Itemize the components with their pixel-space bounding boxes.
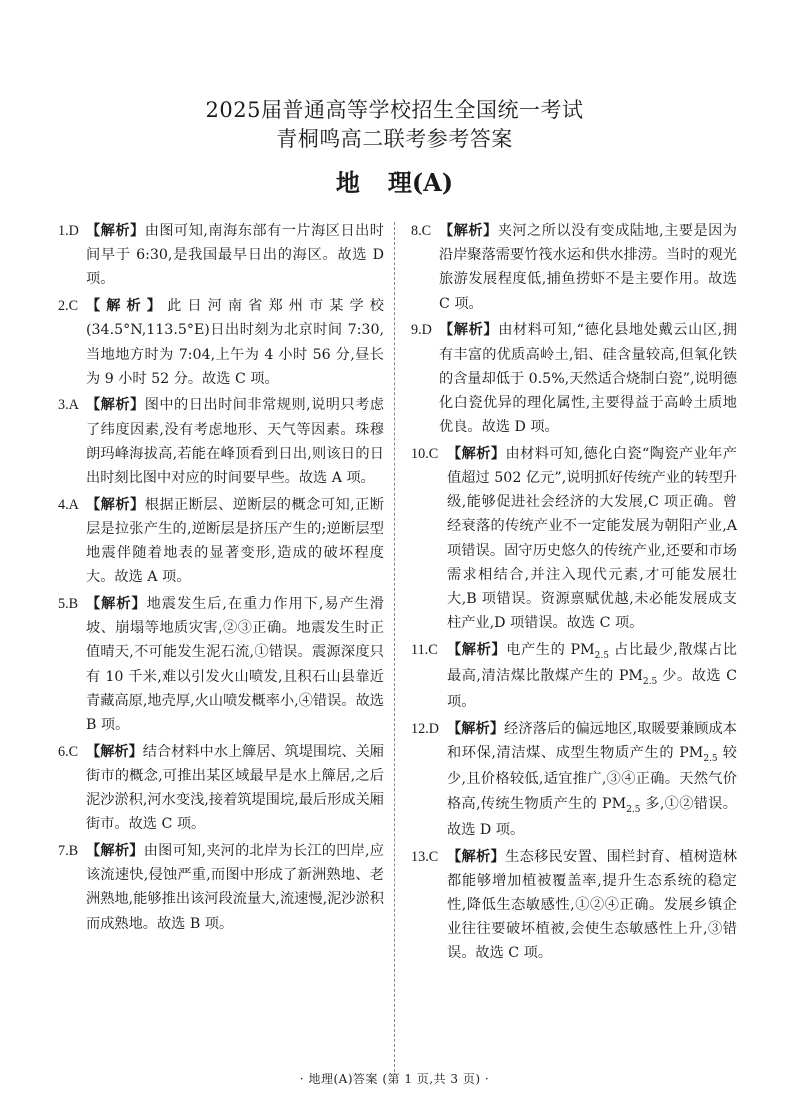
question-number: 10.C xyxy=(411,445,439,462)
question-number: 6.C xyxy=(58,743,79,760)
page-footer: · 地理(A)答案 (第 1 页,共 3 页) · xyxy=(299,1072,490,1086)
answer-text: 电产生的 PM xyxy=(506,641,595,658)
answer-item-10 xyxy=(411,442,737,636)
page-header xyxy=(0,96,789,198)
question-number: 8.C xyxy=(411,223,432,239)
question-number: 5.B xyxy=(58,596,79,613)
question-number: 1.D xyxy=(58,223,79,239)
answer-text: 由材料可知,“德化县地处戴云山区,拥有丰富的优质高岭土,铝、硅含量较高,但氧化铁的含量却低于 0.5%,天然适合烧制白瓷”,说明德化白瓷优异的理化属性,主要得益于高岭土质地优良。故选 D 项。 xyxy=(439,322,738,436)
answer-text: 根据正断层、逆断层的概念可知,正断层是拉张产生的,逆断层是挤压产生的;逆断层型地震伴随着地表的显著变形,造成的破坏程度大。故选 A 项。 xyxy=(86,496,384,586)
pm-subscript: 2.5 xyxy=(626,804,641,815)
analysis-tag: 【解析】 xyxy=(86,596,147,613)
answer-item-4 xyxy=(58,493,384,590)
analysis-tag: 【解析】 xyxy=(439,322,499,339)
analysis-tag: 【解析】 xyxy=(86,397,145,414)
answer-item-11 xyxy=(411,638,737,715)
answer-item-2 xyxy=(58,294,384,391)
analysis-tag: 【解析】 xyxy=(86,298,168,315)
analysis-tag: 【解析】 xyxy=(447,848,506,865)
answer-item-3 xyxy=(58,393,384,490)
analysis-tag: 【解析】 xyxy=(447,721,505,738)
answer-text: 地震发生后,在重力作用下,易产生滑坡、崩塌等地质灾害,②③正确。地震发生时正值晴天,不可能发生泥石流,①错误。震源深度只有 10 千米,难以引发火山喷发,且积石山县靠近青藏高原,地壳厚,火山喷发概率小,④错误。故选 B 项。 xyxy=(86,596,384,734)
answer-text: 多,①②错误。故选 D 项。 xyxy=(447,795,737,838)
answer-item-6 xyxy=(58,740,384,837)
answer-text: 较少,且价格较低,适宜推广,③④正确。天然气价格高,传统生物质产生的 PM xyxy=(447,745,737,812)
answer-item-13 xyxy=(411,845,737,966)
answer-text: 由材料可知,德化白瓷“陶瓷产业年产值超过 502 亿元”,说明抓好传统产业的转型升级,能够促进社会经济的大发展,C 项正确。曾经衰落的传统产业不一定能发展为朝阳产业,A 项错误。固守历史悠久的传统产业,还要和市场需求相结合,并注入现代元素,才可能发展壮大,B 项错误。资源禀赋优越,未必能发展成支柱产业,D 项错误。故选 C 项。 xyxy=(447,445,737,632)
question-number: 11.C xyxy=(411,641,438,658)
subject-char: 地 xyxy=(335,168,360,197)
answer-text: 少。故选 C 项。 xyxy=(447,668,737,711)
pm-subscript: 2.5 xyxy=(594,650,609,661)
analysis-tag: 【解析】 xyxy=(447,445,506,462)
answer-item-9 xyxy=(411,318,737,439)
subject-rest: 理(A) xyxy=(387,168,454,197)
question-number: 3.A xyxy=(58,397,79,414)
answer-item-5 xyxy=(58,592,384,737)
answer-column-left xyxy=(58,219,384,938)
analysis-tag: 【解析】 xyxy=(86,743,143,760)
answer-text: 由图可知,夹河的北岸为长江的凹岸,应该流速快,侵蚀严重,而图中形成了新洲熟地、老洲熟地,能够推出该河段流量大,流速慢,泥沙淤积而成熟地。故选 B 项。 xyxy=(86,843,384,932)
analysis-tag: 【解析】 xyxy=(439,223,498,239)
answer-text: 结合材料中水上簰居、筑堤围垸、关厢街市的概念,可推出某区域最早是水上簰居,之后泥沙淤积,河水变浅,接着筑堤围垸,最后形成关厢街市。故选 C 项。 xyxy=(86,743,384,833)
answer-text: 夹河之所以没有变成陆地,主要是因为沿岸聚落需要竹筏水运和供水排涝。当时的观光旅游发展程度低,捕鱼捞虾不是主要作用。故选 C 项。 xyxy=(439,223,737,312)
analysis-tag: 【解析】 xyxy=(86,223,145,239)
answer-column-right xyxy=(411,219,737,968)
question-number: 2.C xyxy=(58,298,79,315)
column-divider xyxy=(394,222,395,1072)
analysis-tag: 【解析】 xyxy=(86,843,144,860)
exam-title: 2025届普通高等学校招生全国统一考试 xyxy=(205,98,584,122)
exam-subtitle: 青桐鸣高二联考参考答案 xyxy=(276,127,513,151)
answer-item-1 xyxy=(58,219,384,292)
analysis-tag: 【解析】 xyxy=(86,496,145,513)
analysis-tag: 【解析】 xyxy=(447,641,507,658)
question-number: 9.D xyxy=(411,322,432,339)
answer-text: 占比最少,散煤占比最高,清洁煤比散煤产生的 PM xyxy=(447,641,737,685)
pm-subscript: 2.5 xyxy=(703,754,718,765)
answer-text: 经济落后的偏远地区,取暖要兼顾成本和环保,清洁煤、成型生物质产生的 PM xyxy=(447,721,737,762)
question-number: 12.D xyxy=(411,721,439,738)
question-number: 4.A xyxy=(58,496,79,513)
pm-subscript: 2.5 xyxy=(642,677,658,688)
subject-title xyxy=(0,168,789,198)
answer-text: 此日河南省郑州市某学校(34.5°N,113.5°E)日出时刻为北京时间 7:30,当地地方时为 7:04,上午为 4 小时 56 分,昼长为 9 小时 52 分。故选 C 项。 xyxy=(86,298,384,387)
answer-item-12 xyxy=(411,717,737,842)
question-number: 13.C xyxy=(411,848,439,865)
answer-text: 由图可知,南海东部有一片海区日出时间早于 6:30,是我国最早日出的海区。故选 D 项。 xyxy=(86,223,384,288)
question-number: 7.B xyxy=(58,843,79,860)
answer-text: 生态移民安置、围栏封育、植树造林都能够增加植被覆盖率,提升生态系统的稳定性,降低生态敏感性,①②④正确。发展乡镇企业往往要破坏植被,会使生态敏感性上升,③错误。故选 C 项。 xyxy=(447,848,737,962)
answer-item-8 xyxy=(411,219,737,316)
answer-text: 图中的日出时间非常规则,说明只考虑了纬度因素,没有考虑地形、天气等因素。珠穆朗玛峰海拔高,若能在峰顶看到日出,则该日的日出时刻比图中对应的时间要早些。故选 A 项。 xyxy=(86,397,384,487)
answer-item-7 xyxy=(58,839,384,936)
